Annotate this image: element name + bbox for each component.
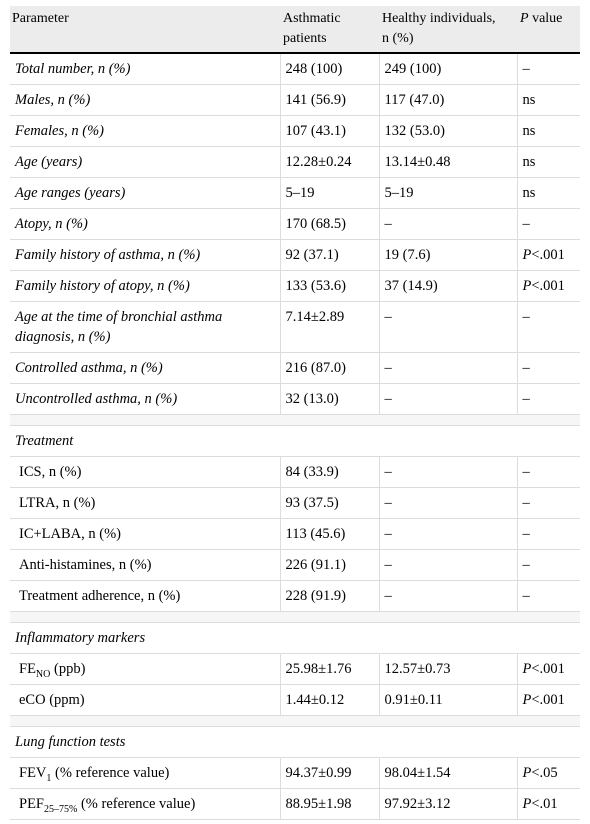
row-asthmatic: 84 (33.9) bbox=[280, 457, 379, 488]
row-healthy: – bbox=[379, 581, 517, 612]
table-row bbox=[10, 147, 580, 178]
table-row bbox=[10, 789, 580, 820]
row-param: $FEV_1$ (% reference value) bbox=[10, 758, 280, 789]
header-healthy: Healthy individuals, n (%) bbox=[379, 6, 517, 53]
section-title: Lung function tests bbox=[10, 727, 580, 758]
table-row bbox=[10, 53, 580, 85]
row-healthy: 117 (47.0) bbox=[379, 85, 517, 116]
row-asthmatic: 216 (87.0) bbox=[280, 353, 379, 384]
row-param: Atopy, n (%) bbox=[10, 209, 280, 240]
row-asthmatic: 92 (37.1) bbox=[280, 240, 379, 271]
row-asthmatic: 107 (43.1) bbox=[280, 116, 379, 147]
row-healthy: 249 (100) bbox=[379, 53, 517, 85]
section-title: Treatment bbox=[10, 426, 580, 457]
row-asthmatic: 5–19 bbox=[280, 178, 379, 209]
header-p-value: P value bbox=[517, 6, 580, 53]
row-p-value: – bbox=[517, 550, 580, 581]
row-p-value: – bbox=[517, 488, 580, 519]
row-healthy: 12.57±0.73 bbox=[379, 654, 517, 685]
section-spacer bbox=[10, 612, 580, 623]
section-lung-function bbox=[10, 727, 580, 758]
row-asthmatic: 88.95±1.98 bbox=[280, 789, 379, 820]
table-header bbox=[10, 6, 580, 53]
row-healthy: 19 (7.6) bbox=[379, 240, 517, 271]
row-p-value: ns bbox=[517, 85, 580, 116]
table-row bbox=[10, 240, 580, 271]
row-param: Family history of asthma, n (%) bbox=[10, 240, 280, 271]
row-p-value: P<.01 bbox=[517, 789, 580, 820]
row-param: ICS, n (%) bbox=[10, 457, 280, 488]
table-row bbox=[10, 116, 580, 147]
row-p-value: – bbox=[517, 519, 580, 550]
row-param: Family history of atopy, n (%) bbox=[10, 271, 280, 302]
row-asthmatic: 248 (100) bbox=[280, 53, 379, 85]
table-row bbox=[10, 581, 580, 612]
row-healthy: 37 (14.9) bbox=[379, 271, 517, 302]
row-asthmatic: 94.37±0.99 bbox=[280, 758, 379, 789]
section-title: Inflammatory markers bbox=[10, 623, 580, 654]
header-parameter: Parameter bbox=[10, 6, 280, 53]
row-asthmatic: 226 (91.1) bbox=[280, 550, 379, 581]
table-row bbox=[10, 550, 580, 581]
row-p-value: P<.001 bbox=[517, 685, 580, 716]
row-asthmatic: 133 (53.6) bbox=[280, 271, 379, 302]
characteristics-table bbox=[10, 6, 580, 820]
row-healthy: 98.04±1.54 bbox=[379, 758, 517, 789]
section-spacer bbox=[10, 716, 580, 727]
table-row bbox=[10, 384, 580, 415]
table-row bbox=[10, 758, 580, 789]
row-healthy: 13.14±0.48 bbox=[379, 147, 517, 178]
row-asthmatic: 7.14±2.89 bbox=[280, 302, 379, 353]
row-healthy: – bbox=[379, 457, 517, 488]
row-healthy: 5–19 bbox=[379, 178, 517, 209]
table-row bbox=[10, 353, 580, 384]
table-row bbox=[10, 457, 580, 488]
row-healthy: 0.91±0.11 bbox=[379, 685, 517, 716]
row-healthy: 132 (53.0) bbox=[379, 116, 517, 147]
row-param: Treatment adherence, n (%) bbox=[10, 581, 280, 612]
row-healthy: – bbox=[379, 302, 517, 353]
row-p-value: – bbox=[517, 457, 580, 488]
row-asthmatic: 25.98±1.76 bbox=[280, 654, 379, 685]
row-asthmatic: 170 (68.5) bbox=[280, 209, 379, 240]
row-param: Males, n (%) bbox=[10, 85, 280, 116]
row-param: Total number, n (%) bbox=[10, 53, 280, 85]
row-p-value: P<.001 bbox=[517, 271, 580, 302]
table-row bbox=[10, 271, 580, 302]
row-p-value: P<.001 bbox=[517, 654, 580, 685]
row-healthy: 97.92±3.12 bbox=[379, 789, 517, 820]
row-p-value: P<.001 bbox=[517, 240, 580, 271]
table-row bbox=[10, 519, 580, 550]
row-p-value: – bbox=[517, 384, 580, 415]
row-asthmatic: 93 (37.5) bbox=[280, 488, 379, 519]
row-p-value: ns bbox=[517, 116, 580, 147]
row-healthy: – bbox=[379, 209, 517, 240]
row-p-value: ns bbox=[517, 147, 580, 178]
table-row bbox=[10, 209, 580, 240]
table-row bbox=[10, 654, 580, 685]
row-asthmatic: 12.28±0.24 bbox=[280, 147, 379, 178]
row-healthy: – bbox=[379, 353, 517, 384]
row-param: IC+LABA, n (%) bbox=[10, 519, 280, 550]
section-treatment bbox=[10, 426, 580, 457]
row-p-value: – bbox=[517, 353, 580, 384]
table-row bbox=[10, 85, 580, 116]
row-p-value: – bbox=[517, 53, 580, 85]
table-row bbox=[10, 685, 580, 716]
row-param: Age at the time of bronchial asthma diagnosis, n (%) bbox=[10, 302, 280, 353]
row-param: Controlled asthma, n (%) bbox=[10, 353, 280, 384]
row-param: Age (years) bbox=[10, 147, 280, 178]
row-asthmatic: 141 (56.9) bbox=[280, 85, 379, 116]
row-healthy: – bbox=[379, 384, 517, 415]
row-param: $FE_{NO}$ (ppb) bbox=[10, 654, 280, 685]
row-asthmatic: 228 (91.9) bbox=[280, 581, 379, 612]
row-param: LTRA, n (%) bbox=[10, 488, 280, 519]
row-p-value: – bbox=[517, 302, 580, 353]
characteristics-table-container bbox=[10, 6, 580, 820]
row-p-value: – bbox=[517, 581, 580, 612]
row-p-value: ns bbox=[517, 178, 580, 209]
section-inflammatory-markers bbox=[10, 623, 580, 654]
row-p-value: – bbox=[517, 209, 580, 240]
row-p-value: P<.05 bbox=[517, 758, 580, 789]
section-spacer bbox=[10, 415, 580, 426]
row-healthy: – bbox=[379, 519, 517, 550]
row-asthmatic: 32 (13.0) bbox=[280, 384, 379, 415]
header-asthmatic: Asthmatic patients bbox=[280, 6, 379, 53]
row-asthmatic: 113 (45.6) bbox=[280, 519, 379, 550]
table-row bbox=[10, 488, 580, 519]
table-row bbox=[10, 302, 580, 353]
row-param: $PEF_{25-75\%}$ (% reference value) bbox=[10, 789, 280, 820]
table-row bbox=[10, 178, 580, 209]
row-param: eCO (ppm) bbox=[10, 685, 280, 716]
row-param: Females, n (%) bbox=[10, 116, 280, 147]
row-healthy: – bbox=[379, 550, 517, 581]
row-param: Anti-histamines, n (%) bbox=[10, 550, 280, 581]
row-asthmatic: 1.44±0.12 bbox=[280, 685, 379, 716]
row-param: Uncontrolled asthma, n (%) bbox=[10, 384, 280, 415]
row-param: Age ranges (years) bbox=[10, 178, 280, 209]
row-healthy: – bbox=[379, 488, 517, 519]
